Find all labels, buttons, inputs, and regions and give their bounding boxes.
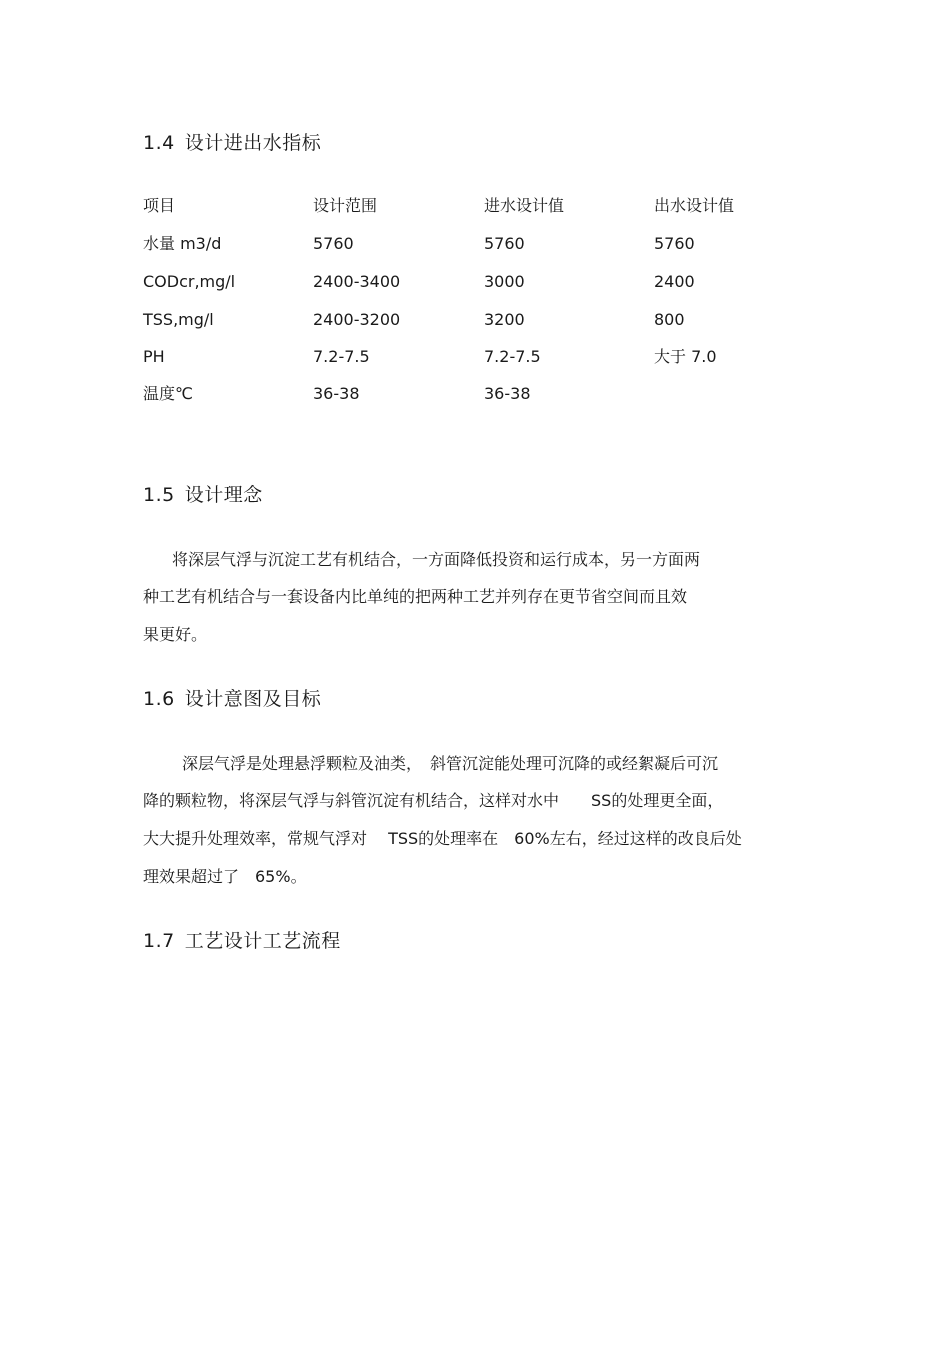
table-cell: 7.2-7.5 [484,347,541,366]
table-header-cell: 进水设计值 [484,196,565,215]
section-number: 1.6 [143,688,175,710]
table-cell: 温度℃ [143,384,193,403]
section-number: 1.7 [143,930,175,952]
table-cell: 5760 [484,234,525,253]
section-heading-1-7 [143,929,341,953]
table-row [143,232,823,256]
paragraph-line: 深层气浮是处理悬浮颗粒及油类， 斜管沉淀能处理可沉降的或经絮凝后可沉 [182,754,719,773]
paragraph-line: 种工艺有机结合与一套设备内比单纯的把两种工艺并列存在更节省空间而且效 [143,587,688,606]
table-cell: 5760 [313,234,354,253]
section-title: 工艺设计工艺流程 [184,930,341,952]
table-row [143,308,823,332]
paragraph-line: 果更好。 [143,625,208,644]
table-cell: 36-38 [313,384,360,403]
table-cell: 7.2-7.5 [313,347,370,366]
paragraph-line: 理效果超过了 65%。 [143,867,307,886]
table-cell: 800 [654,310,685,329]
paragraph-line: 将深层气浮与沉淀工艺有机结合，一方面降低投资和运行成本，另一方面两 [172,550,701,569]
table-row [143,270,823,294]
table-cell: 3200 [484,310,525,329]
section-title: 设计进出水指标 [184,132,322,154]
table-cell: 5760 [654,234,695,253]
section-heading-1-4 [143,131,321,155]
section-title: 设计意图及目标 [184,688,322,710]
table-cell: PH [143,347,165,366]
section-heading-1-5 [143,483,263,507]
section-number: 1.4 [143,132,175,154]
table-cell: 3000 [484,272,525,291]
table-cell: 2400 [654,272,695,291]
section-heading-1-6 [143,687,321,711]
table-cell: 2400-3400 [313,272,401,291]
table-cell: TSS,mg/l [143,310,214,329]
table-header-row [143,194,823,218]
table-row [143,382,823,406]
table-cell: 大于 7.0 [654,347,717,366]
table-row [143,345,823,369]
table-header-cell: 项目 [143,196,176,215]
table-header-cell: 出水设计值 [654,196,735,215]
paragraph-line: 降的颗粒物，将深层气浮与斜管沉淀有机结合，这样对水中 SS的处理更全面， [143,791,724,810]
table-header-cell: 设计范围 [313,196,378,215]
section-number: 1.5 [143,484,175,506]
table-cell: 水量 m3/d [143,234,222,253]
table-cell: 36-38 [484,384,531,403]
table-cell: 2400-3200 [313,310,401,329]
paragraph-line: 大大提升处理效率，常规气浮对 TSS的处理率在 60%左右，经过这样的改良后处 [143,829,742,848]
table-cell: CODcr,mg/l [143,272,236,291]
section-title: 设计理念 [184,484,263,506]
